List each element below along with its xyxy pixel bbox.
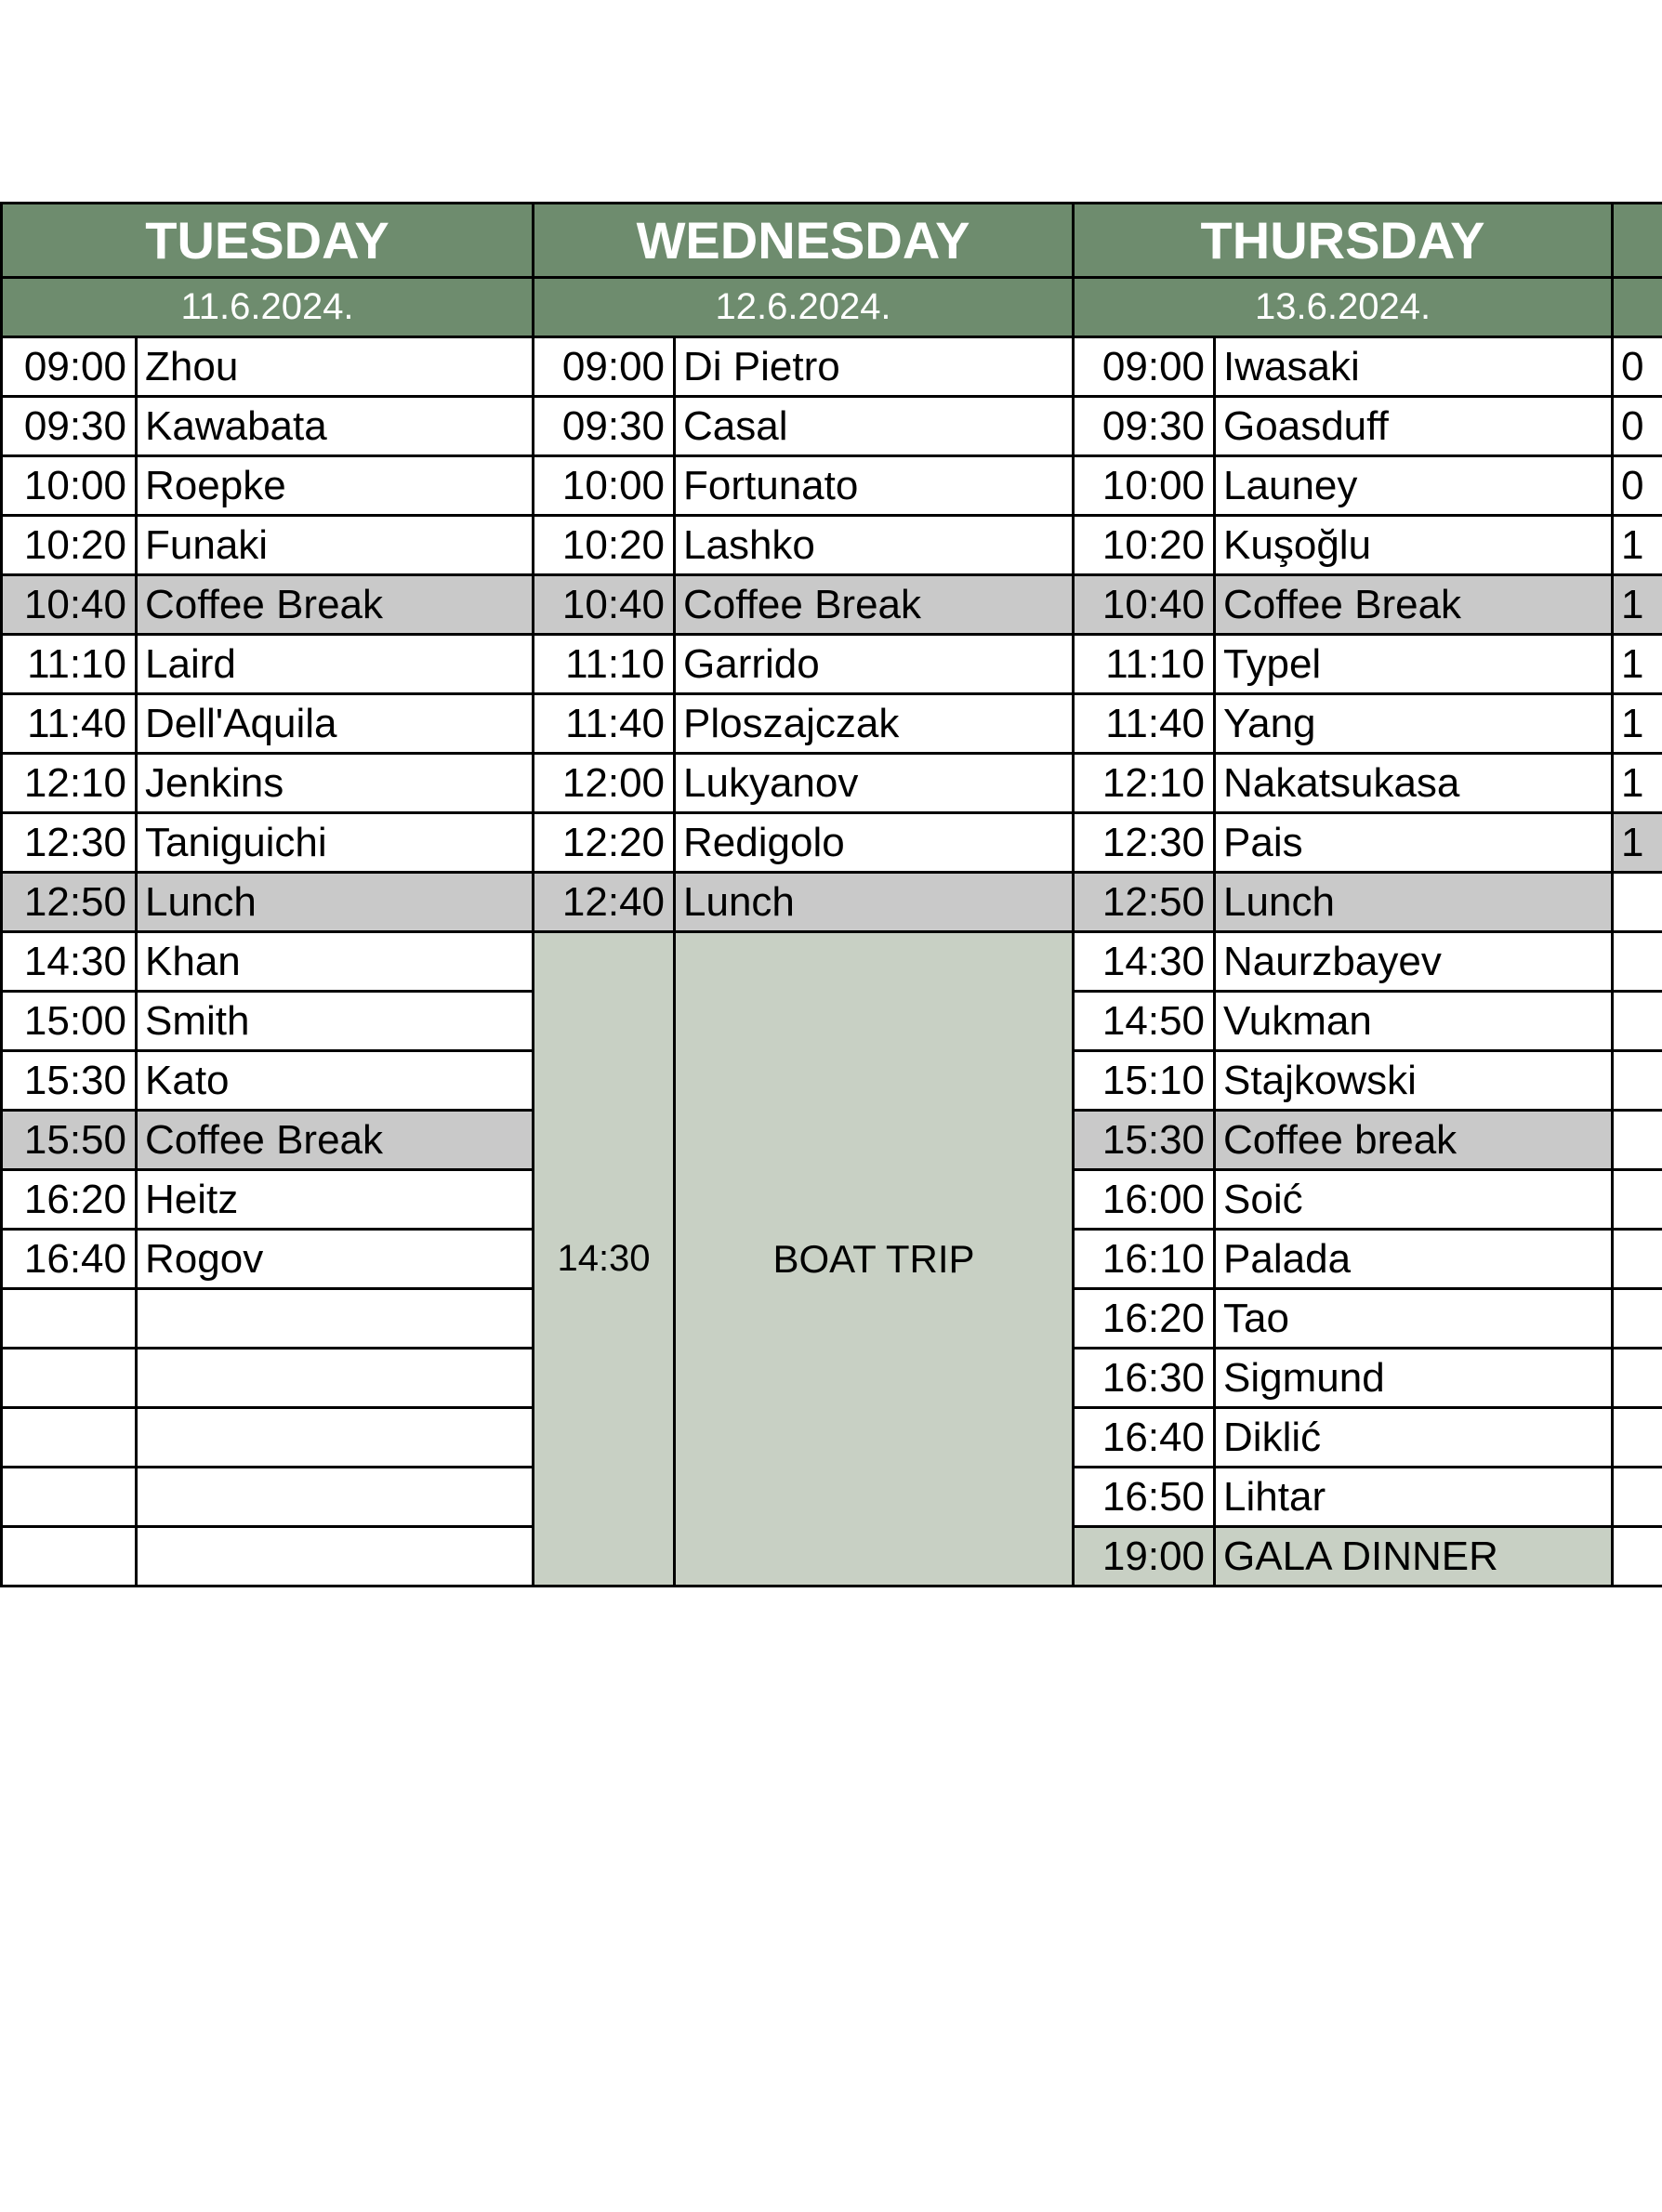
- tuesday-speaker-empty: [137, 1468, 534, 1527]
- day-name-cut: [1613, 204, 1662, 278]
- schedule-row: [2, 873, 1662, 932]
- thursday-speaker: Naurzbayev: [1215, 932, 1613, 992]
- friday-time-partial-empty: [1613, 1289, 1662, 1349]
- thursday-time: 10:40: [1074, 575, 1215, 635]
- thursday-speaker: Stajkowski: [1215, 1051, 1613, 1111]
- tuesday-time: 16:40: [2, 1230, 137, 1289]
- thursday-speaker: Iwasaki: [1215, 337, 1613, 397]
- boat-trip-label: BOAT TRIP: [675, 932, 1074, 1587]
- tuesday-time: 10:40: [2, 575, 137, 635]
- tuesday-speaker: Dell'Aquila: [137, 694, 534, 754]
- wednesday-time: 10:20: [534, 516, 675, 575]
- schedule-row: [2, 754, 1662, 813]
- thursday-speaker: Sigmund: [1215, 1349, 1613, 1408]
- tuesday-time: 15:50: [2, 1111, 137, 1170]
- schedule-row: [2, 932, 1662, 992]
- thursday-time: 12:10: [1074, 754, 1215, 813]
- friday-time-partial: 1: [1613, 575, 1662, 635]
- tuesday-time: 12:50: [2, 873, 137, 932]
- tuesday-time: 16:20: [2, 1170, 137, 1230]
- thursday-speaker: Tao: [1215, 1289, 1613, 1349]
- thursday-time: 09:00: [1074, 337, 1215, 397]
- friday-time-partial-empty: [1613, 1051, 1662, 1111]
- tuesday-time: 15:00: [2, 992, 137, 1051]
- thursday-speaker: Soić: [1215, 1170, 1613, 1230]
- tuesday-speaker: Kato: [137, 1051, 534, 1111]
- friday-time-partial-empty: [1613, 1111, 1662, 1170]
- friday-time-partial-empty: [1613, 1230, 1662, 1289]
- wednesday-time: 11:10: [534, 635, 675, 694]
- friday-time-partial-empty: [1613, 1349, 1662, 1408]
- tuesday-speaker: Lunch: [137, 873, 534, 932]
- thursday-time: 10:20: [1074, 516, 1215, 575]
- wednesday-time: 10:40: [534, 575, 675, 635]
- thursday-time: 15:30: [1074, 1111, 1215, 1170]
- thursday-speaker: GALA DINNER: [1215, 1527, 1613, 1587]
- tuesday-speaker: Khan: [137, 932, 534, 992]
- thursday-time: 16:30: [1074, 1349, 1215, 1408]
- tuesday-speaker-empty: [137, 1408, 534, 1468]
- schedule-row: [2, 516, 1662, 575]
- day-header-row: [2, 204, 1662, 278]
- day-date: 12.6.2024.: [534, 278, 1074, 337]
- thursday-speaker: Yang: [1215, 694, 1613, 754]
- boat-trip-time: 14:30: [534, 932, 675, 1587]
- tuesday-speaker: Heitz: [137, 1170, 534, 1230]
- friday-time-partial-empty: [1613, 1468, 1662, 1527]
- thursday-time: 09:30: [1074, 397, 1215, 456]
- thursday-time: 14:50: [1074, 992, 1215, 1051]
- tuesday-time: 11:40: [2, 694, 137, 754]
- thursday-speaker: Launey: [1215, 456, 1613, 516]
- tuesday-speaker: Kawabata: [137, 397, 534, 456]
- friday-time-partial: 0: [1613, 456, 1662, 516]
- tuesday-time: 11:10: [2, 635, 137, 694]
- wednesday-time: 09:00: [534, 337, 675, 397]
- wednesday-speaker: Coffee Break: [675, 575, 1074, 635]
- thursday-time: 11:10: [1074, 635, 1215, 694]
- schedule-row: [2, 694, 1662, 754]
- friday-time-partial: 1: [1613, 813, 1662, 873]
- wednesday-time: 09:30: [534, 397, 675, 456]
- tuesday-speaker: Taniguichi: [137, 813, 534, 873]
- thursday-speaker: Diklić: [1215, 1408, 1613, 1468]
- day-name: THURSDAY: [1074, 204, 1613, 278]
- thursday-time: 16:40: [1074, 1408, 1215, 1468]
- tuesday-time: 10:00: [2, 456, 137, 516]
- friday-time-partial-empty: [1613, 873, 1662, 932]
- thursday-speaker: Nakatsukasa: [1215, 754, 1613, 813]
- tuesday-time: 12:30: [2, 813, 137, 873]
- friday-time-partial-empty: [1613, 1170, 1662, 1230]
- tuesday-speaker: Coffee Break: [137, 575, 534, 635]
- friday-time-partial-empty: [1613, 1408, 1662, 1468]
- thursday-time: 16:50: [1074, 1468, 1215, 1527]
- tuesday-speaker: Coffee Break: [137, 1111, 534, 1170]
- tuesday-time-empty: [2, 1408, 137, 1468]
- thursday-time: 15:10: [1074, 1051, 1215, 1111]
- wednesday-speaker: Garrido: [675, 635, 1074, 694]
- day-date-cut: [1613, 278, 1662, 337]
- tuesday-time: 09:30: [2, 397, 137, 456]
- wednesday-speaker: Lunch: [675, 873, 1074, 932]
- friday-time-partial-empty: [1613, 992, 1662, 1051]
- friday-time-partial: 1: [1613, 754, 1662, 813]
- friday-time-partial-empty: [1613, 1527, 1662, 1587]
- thursday-speaker: Lihtar: [1215, 1468, 1613, 1527]
- thursday-time: 10:00: [1074, 456, 1215, 516]
- friday-time-partial-empty: [1613, 932, 1662, 992]
- thursday-speaker: Goasduff: [1215, 397, 1613, 456]
- tuesday-speaker: Smith: [137, 992, 534, 1051]
- tuesday-speaker-empty: [137, 1289, 534, 1349]
- schedule-row: [2, 456, 1662, 516]
- day-name: WEDNESDAY: [534, 204, 1074, 278]
- thursday-time: 12:30: [1074, 813, 1215, 873]
- wednesday-speaker: Lukyanov: [675, 754, 1074, 813]
- thursday-time: 14:30: [1074, 932, 1215, 992]
- schedule-row: [2, 397, 1662, 456]
- thursday-time: 11:40: [1074, 694, 1215, 754]
- thursday-speaker: Lunch: [1215, 873, 1613, 932]
- thursday-speaker: Coffee break: [1215, 1111, 1613, 1170]
- wednesday-speaker: Redigolo: [675, 813, 1074, 873]
- wednesday-speaker: Ploszajczak: [675, 694, 1074, 754]
- tuesday-time-empty: [2, 1527, 137, 1587]
- thursday-time: 12:50: [1074, 873, 1215, 932]
- friday-time-partial: 1: [1613, 635, 1662, 694]
- wednesday-speaker: Casal: [675, 397, 1074, 456]
- tuesday-speaker-empty: [137, 1349, 534, 1408]
- tuesday-speaker: Roepke: [137, 456, 534, 516]
- date-header-row: [2, 278, 1662, 337]
- tuesday-speaker: Laird: [137, 635, 534, 694]
- tuesday-time-empty: [2, 1349, 137, 1408]
- wednesday-speaker: Lashko: [675, 516, 1074, 575]
- tuesday-speaker: Funaki: [137, 516, 534, 575]
- tuesday-time-empty: [2, 1289, 137, 1349]
- tuesday-speaker: Rogov: [137, 1230, 534, 1289]
- friday-time-partial: 0: [1613, 397, 1662, 456]
- wednesday-time: 11:40: [534, 694, 675, 754]
- tuesday-speaker-empty: [137, 1527, 534, 1587]
- thursday-speaker: Palada: [1215, 1230, 1613, 1289]
- friday-time-partial: 1: [1613, 694, 1662, 754]
- friday-time-partial: 0: [1613, 337, 1662, 397]
- wednesday-speaker: Fortunato: [675, 456, 1074, 516]
- wednesday-time: 10:00: [534, 456, 675, 516]
- tuesday-time-empty: [2, 1468, 137, 1527]
- tuesday-time: 15:30: [2, 1051, 137, 1111]
- tuesday-time: 12:10: [2, 754, 137, 813]
- thursday-speaker: Coffee Break: [1215, 575, 1613, 635]
- schedule-row: [2, 813, 1662, 873]
- thursday-time: 16:10: [1074, 1230, 1215, 1289]
- schedule-row: [2, 575, 1662, 635]
- tuesday-time: 14:30: [2, 932, 137, 992]
- thursday-time: 19:00: [1074, 1527, 1215, 1587]
- wednesday-time: 12:00: [534, 754, 675, 813]
- schedule-row: [2, 337, 1662, 397]
- conference-schedule-table: [0, 202, 1662, 1587]
- thursday-speaker: Pais: [1215, 813, 1613, 873]
- thursday-time: 16:20: [1074, 1289, 1215, 1349]
- thursday-speaker: Vukman: [1215, 992, 1613, 1051]
- day-name: TUESDAY: [2, 204, 534, 278]
- thursday-speaker: Kuşoğlu: [1215, 516, 1613, 575]
- tuesday-speaker: Jenkins: [137, 754, 534, 813]
- thursday-time: 16:00: [1074, 1170, 1215, 1230]
- tuesday-time: 10:20: [2, 516, 137, 575]
- schedule-row: [2, 635, 1662, 694]
- friday-time-partial: 1: [1613, 516, 1662, 575]
- day-date: 11.6.2024.: [2, 278, 534, 337]
- wednesday-time: 12:40: [534, 873, 675, 932]
- thursday-speaker: Typel: [1215, 635, 1613, 694]
- tuesday-time: 09:00: [2, 337, 137, 397]
- day-date: 13.6.2024.: [1074, 278, 1613, 337]
- wednesday-speaker: Di Pietro: [675, 337, 1074, 397]
- wednesday-time: 12:20: [534, 813, 675, 873]
- tuesday-speaker: Zhou: [137, 337, 534, 397]
